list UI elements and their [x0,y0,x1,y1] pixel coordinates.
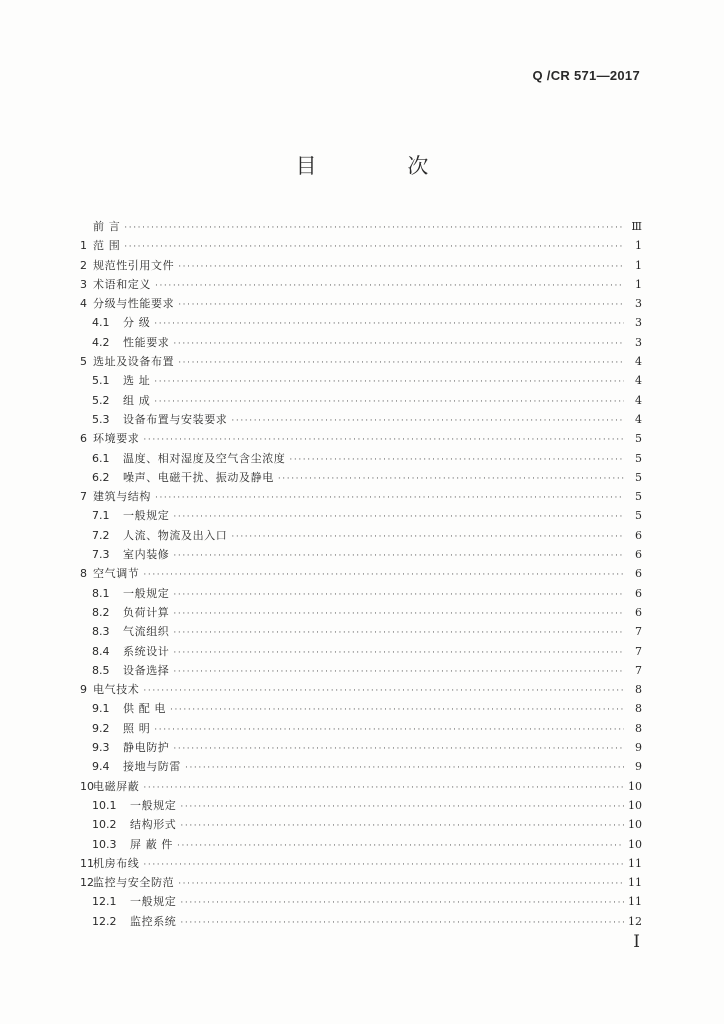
toc-entry-page: 4 [635,374,642,388]
toc-entry-label: 供 配 电 [123,702,166,716]
dot-leader [155,493,624,503]
toc-entry-number: 10.2 [92,818,117,832]
toc-entry-number: 4 [80,297,87,311]
toc-entry-number: 7.1 [92,509,110,523]
toc-entry-label: 结构形式 [130,818,177,832]
toc-entry-number: 10 [80,779,94,793]
toc-entry[interactable] [80,218,642,237]
toc-entry-label: 前 言 [93,220,121,233]
toc-entry-page: 5 [635,509,642,523]
toc-entry-label: 术语和定义 [93,277,151,291]
toc-entry-number: 8 [80,567,87,581]
toc-entry-page: 3 [635,316,642,330]
toc-entry-label: 电磁屏蔽 [93,779,140,793]
toc-entry-page: 11 [628,876,642,890]
toc-entry-label: 环境要求 [93,432,140,446]
toc-entry-number: 5 [80,355,87,369]
dot-leader [173,744,624,754]
toc-entry-label: 接地与防雷 [123,760,181,774]
dot-leader [124,242,624,252]
dot-leader [289,455,624,465]
toc-entry-number: 8.5 [92,663,110,677]
dot-leader [178,262,624,272]
toc-entry-label: 电气技术 [93,683,140,697]
dot-leader [124,223,624,233]
toc-entry-label: 系统设计 [123,644,170,658]
toc-entry-label: 一般规定 [130,895,177,909]
dot-leader [173,609,624,619]
toc-entry[interactable] [80,469,642,488]
page-number: I [633,932,640,952]
toc-entry-number: 10.1 [92,798,117,812]
toc-entry-number: 6 [80,432,87,446]
toc-entry-label: 选 址 [123,374,151,388]
toc-entry-number: 8.4 [92,644,110,658]
toc-entry-number: 10.3 [92,837,117,851]
toc-entry[interactable] [80,604,642,623]
standard-code: Q /CR 571—2017 [532,68,640,83]
dot-leader [231,416,624,426]
toc-entry-number: 5.3 [92,412,110,426]
toc-entry-page: 10 [628,779,642,793]
toc-entry-label: 设备布置与安装要求 [123,412,228,426]
toc-entry-number: 12.1 [92,895,117,909]
toc-entry[interactable] [80,662,642,681]
dot-leader [173,648,624,658]
toc-entry-page: 5 [635,490,642,504]
toc-entry-label: 机房布线 [93,856,140,870]
dot-leader [173,628,624,638]
toc-entry-label: 人流、物流及出入口 [123,528,228,542]
dot-leader [154,377,624,387]
dot-leader [180,918,624,928]
toc-entry-label: 空气调节 [93,567,140,581]
toc-entry-number: 12 [80,876,94,890]
toc-entry-label: 分级与性能要求 [93,297,175,311]
toc-entry-page: 4 [635,355,642,369]
toc-entry-label: 负荷计算 [123,605,170,619]
toc-entry-number: 9.3 [92,741,110,755]
toc-entry-page: 3 [635,335,642,349]
toc-entry-page: 5 [635,432,642,446]
toc-entry-number: 5.1 [92,374,110,388]
toc-entry-page: 7 [635,625,642,639]
toc-entry-number: 4.2 [92,335,110,349]
toc-entry-number: 7 [80,490,87,504]
toc-entry-label: 温度、相对湿度及空气含尘浓度 [123,451,286,465]
toc-entry-label: 设备选择 [123,663,170,677]
toc-entry-number: 1 [80,239,87,253]
toc-entry-label: 屏 蔽 件 [130,837,173,851]
toc-entry[interactable] [80,450,642,469]
toc-entry-page: 10 [628,798,642,812]
toc-entry-page: 5 [635,470,642,484]
toc-entry-label: 气流组织 [123,625,170,639]
dot-leader [180,898,624,908]
toc-entry[interactable] [80,392,642,411]
toc-entry-number: 8.3 [92,625,110,639]
toc-entry-page: 6 [635,528,642,542]
toc-entry[interactable] [80,893,642,912]
toc-entry-number: 9.4 [92,760,110,774]
dot-leader [173,512,624,522]
toc-entry-page: 7 [635,644,642,658]
toc-entry-label: 一般规定 [130,798,177,812]
dot-leader [278,474,624,484]
toc-entry-number: 6.2 [92,470,110,484]
toc-entry-page: 8 [635,702,642,716]
toc-entry-number: 4.1 [92,316,110,330]
toc-entry[interactable] [80,585,642,604]
dot-leader [231,532,624,542]
toc-entry-label: 监控系统 [130,914,177,928]
toc-entry-number: 11 [80,856,94,870]
toc-entry[interactable] [80,430,642,449]
toc-entry[interactable] [80,527,642,546]
dot-leader [154,725,624,735]
toc-entry-number: 5.2 [92,393,110,407]
toc-entry[interactable] [80,507,642,526]
toc-entry-label: 监控与安全防范 [93,876,175,890]
toc-entry-number: 2 [80,258,87,272]
toc-entry-page: 4 [635,393,642,407]
toc-entry-page: 12 [628,914,642,928]
dot-leader [170,705,624,715]
toc-entry-page: 11 [628,895,642,909]
toc-entry-label: 组 成 [123,393,151,407]
toc-entry-number: 9 [80,683,87,697]
toc-entry-number: 7.3 [92,548,110,562]
toc-entry[interactable] [80,314,642,333]
toc-entry[interactable] [80,913,642,932]
toc-entry-page: 9 [635,760,642,774]
dot-leader [154,397,624,407]
toc-entry-page: 6 [635,605,642,619]
toc-entry[interactable] [80,739,642,758]
toc-entry-page: 11 [628,856,642,870]
dot-leader [143,570,624,580]
toc-entry-label: 性能要求 [123,335,170,349]
dot-leader [143,860,624,870]
dot-leader [173,667,624,677]
toc-entry-label: 照 明 [123,721,151,735]
toc-entry[interactable] [80,643,642,662]
toc-entry[interactable] [80,797,642,816]
toc-entry-label: 规范性引用文件 [93,258,175,272]
toc-entry[interactable] [80,681,642,700]
toc-entry-page: 6 [635,567,642,581]
toc-entry-page: 6 [635,548,642,562]
toc-entry[interactable] [80,546,642,565]
toc-entry-page: 8 [635,721,642,735]
toc-entry[interactable] [80,488,642,507]
dot-leader [185,763,624,773]
toc-entry[interactable] [80,295,642,314]
page-title: 目 次 [295,154,471,178]
dot-leader [154,319,624,329]
toc-entry[interactable] [80,816,642,835]
dot-leader [178,358,624,368]
toc-entry[interactable] [80,237,642,256]
toc-entry-number: 6.1 [92,451,110,465]
toc-entry[interactable] [80,565,642,584]
toc-entry-number: 7.2 [92,528,110,542]
toc-entry-label: 噪声、电磁干扰、振动及静电 [123,470,274,484]
toc-entry-page: 6 [635,586,642,600]
toc-entry[interactable] [80,353,642,372]
toc-entry-label: 一般规定 [123,509,170,523]
toc-entry-page: Ⅲ [631,220,642,233]
toc-entry-page: 9 [635,741,642,755]
dot-leader [173,339,624,349]
toc-entry-page: 10 [628,818,642,832]
dot-leader [173,590,624,600]
toc-entry-page: 4 [635,412,642,426]
dot-leader [180,802,624,812]
toc-entry-page: 3 [635,297,642,311]
toc-entry[interactable] [80,372,642,391]
toc-entry-number: 12.2 [92,914,117,928]
toc-entry-label: 室内装修 [123,548,170,562]
table-of-contents [80,218,642,932]
toc-entry[interactable] [80,257,642,276]
toc-entry[interactable] [80,276,642,295]
dot-leader [155,281,624,291]
toc-entry-number: 8.1 [92,586,110,600]
toc-entry[interactable] [80,700,642,719]
toc-entry-label: 一般规定 [123,586,170,600]
toc-entry-page: 5 [635,451,642,465]
toc-entry-number: 8.2 [92,605,110,619]
dot-leader [143,783,624,793]
dot-leader [173,551,624,561]
toc-entry[interactable] [80,874,642,893]
toc-entry[interactable] [80,623,642,642]
toc-entry[interactable] [80,758,642,777]
toc-entry-label: 分 级 [123,316,151,330]
toc-entry[interactable] [80,778,642,797]
toc-entry-page: 10 [628,837,642,851]
toc-entry-number: 9.2 [92,721,110,735]
toc-entry[interactable] [80,334,642,353]
toc-entry-label: 静电防护 [123,741,170,755]
toc-entry-number: 9.1 [92,702,110,716]
toc-entry-page: 1 [635,277,642,291]
toc-entry-label: 范 围 [93,239,121,253]
toc-entry[interactable] [80,720,642,739]
toc-entry-label: 建筑与结构 [93,490,151,504]
dot-leader [177,841,624,851]
toc-entry-page: 8 [635,683,642,697]
dot-leader [143,686,624,696]
toc-entry-page: 1 [635,258,642,272]
toc-entry-number: 3 [80,277,87,291]
toc-entry[interactable] [80,836,642,855]
toc-entry-page: 1 [635,239,642,253]
dot-leader [178,879,624,889]
toc-entry-page: 7 [635,663,642,677]
toc-entry[interactable] [80,411,642,430]
dot-leader [143,435,624,445]
toc-entry[interactable] [80,855,642,874]
dot-leader [178,300,624,310]
toc-entry-label: 选址及设备布置 [93,355,175,369]
dot-leader [180,821,624,831]
